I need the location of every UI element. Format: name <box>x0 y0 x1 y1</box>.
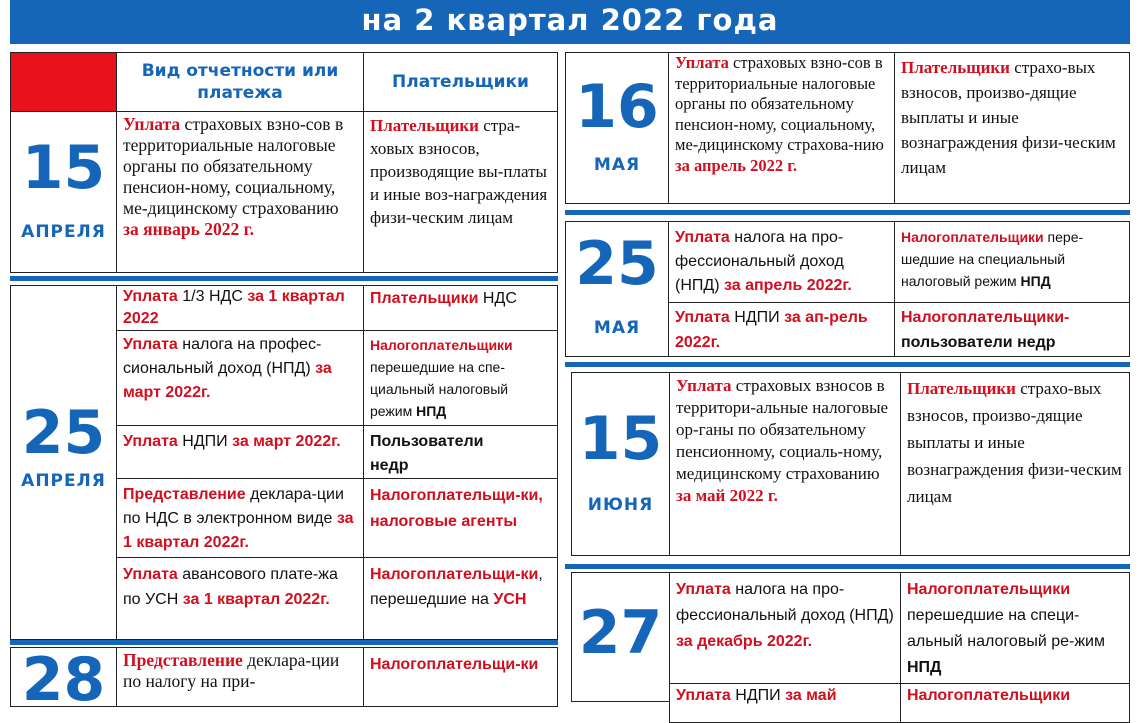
apr25-row4-payment <box>116 478 364 558</box>
action-label: Уплата <box>123 433 178 450</box>
payers-text: пере-шедшие на специальный налоговый режим <box>901 229 1084 289</box>
payers-label: Налогоплательщики <box>370 337 513 353</box>
apr15-payers <box>363 111 558 273</box>
divider-bar <box>10 640 558 645</box>
payers-text: страхо-вых взносов, произво-дящие выплаты и иные вознаграждения физи-ческим лицам <box>907 379 1122 506</box>
payers-text: , перешедшие на <box>370 566 543 608</box>
may25-row1-payment <box>668 221 895 303</box>
apr25-row4-payers <box>363 478 558 558</box>
description: налога на профес-сиональный доход (НПД) <box>123 336 322 377</box>
payers-label: Плательщики <box>907 379 1016 398</box>
payers-label: Налогоплательщи-ки, налоговые агенты <box>370 487 543 530</box>
payers-header-label: Плательщики <box>392 72 529 92</box>
date-apr25 <box>10 285 117 640</box>
jun15-payment <box>669 372 901 556</box>
period: за 1 квартал 2022 <box>123 288 345 327</box>
description: деклара-ции по НДС в электронном виде <box>123 486 344 527</box>
payers-text: перешедшие на специ-альный налоговый ре-жим <box>907 607 1105 650</box>
payers-text: перешедшие на спе-циальный налоговый режим <box>370 359 509 419</box>
description: деклара-ции по налогу на при- <box>123 650 340 691</box>
date-jun15 <box>571 372 670 556</box>
date-may16 <box>565 52 669 204</box>
period: за январь 2022 г. <box>123 219 254 239</box>
divider-bar <box>565 362 1130 367</box>
payers-bold: НПД <box>907 659 942 676</box>
payers-label: Налогоплательщики- <box>901 309 1070 326</box>
period: за ап-рель 2022г. <box>675 309 868 351</box>
page-title <box>10 0 1130 44</box>
description: НДПИ <box>730 687 786 704</box>
apr25-row5-payment <box>116 557 364 640</box>
right-column <box>563 52 1130 704</box>
day-number: 25 <box>21 398 106 468</box>
payers-label: Налогоплательщики <box>907 687 1071 704</box>
divider-bar <box>565 210 1130 215</box>
period: за март 2022г. <box>123 360 332 401</box>
apr25-row1-payment <box>116 285 364 331</box>
jun15-payers <box>900 372 1130 556</box>
jun27-row2-payers <box>900 683 1130 723</box>
description: страховых взносов в территори-альные налоговые ор-ганы по обязательному пенсионному, социаль-ному, медицинскому страхованию <box>676 376 889 483</box>
may25-row2-payment <box>668 302 895 357</box>
action-label: Уплата <box>676 581 731 598</box>
action-label: Представление <box>123 486 246 503</box>
month-label: МАЯ <box>593 318 641 338</box>
month-label: ИЮНЯ <box>587 495 654 515</box>
action-label: Уплата <box>123 566 178 583</box>
payers-label: Налогоплательщи-ки <box>370 566 539 583</box>
period: за март 2022г. <box>232 433 341 450</box>
date-apr15 <box>10 111 117 273</box>
date-apr28 <box>10 647 117 707</box>
apr25-row2-payment <box>116 330 364 426</box>
payers-bold: НПД <box>1020 273 1051 289</box>
apr28-payment <box>116 647 364 707</box>
day-number: 15 <box>21 133 106 203</box>
divider-bar <box>565 564 1130 569</box>
payers-header <box>363 52 558 112</box>
action-label: Уплата <box>675 53 729 72</box>
may25-row2-payers <box>894 302 1130 357</box>
date-jun27 <box>571 572 670 702</box>
jun27-row1-payment <box>669 572 901 684</box>
jun27-row2-payment <box>669 683 901 723</box>
payers-text: НДС <box>478 290 517 307</box>
description: НДПИ <box>729 309 785 326</box>
payers-red: УСН <box>493 591 527 608</box>
period: за 1 квартал 2022г. <box>123 510 354 551</box>
page-title-text: на 2 квартал 2022 года <box>361 3 779 37</box>
payers-label: Плательщики <box>370 290 479 307</box>
action-label: Уплата <box>123 114 181 134</box>
month-label: АПРЕЛЯ <box>21 471 106 491</box>
description: страховых взно-сов в территориальные налоговые органы по обязательному пенсион-ному, социальному, ме-дицинскому страхова-нию <box>675 53 884 154</box>
apr25-row5-payers <box>363 557 558 640</box>
day-number: 15 <box>578 404 663 474</box>
apr25-row3-payment <box>116 425 364 479</box>
type-header-label: Вид отчетности или платежа <box>141 61 339 103</box>
day-number: 27 <box>578 598 663 668</box>
payers-text: стра-ховых взносов, производящие вы-платы и иные воз-награждения физи-ческим лицам <box>370 116 548 227</box>
period: за апрель 2022г. <box>724 277 852 294</box>
payers-label: Плательщики <box>901 58 1010 77</box>
corner-cell <box>10 52 117 112</box>
day-number: 25 <box>575 229 659 299</box>
period: за апрель 2022 г. <box>675 155 798 175</box>
day-number: 28 <box>21 647 106 707</box>
description: налога на про-фессиональный доход (НПД) <box>675 229 844 294</box>
payers-label: Налогоплательщи-ки <box>370 656 539 673</box>
jun27-row1-payers <box>900 572 1130 684</box>
apr25-row3-payers <box>363 425 558 479</box>
payers-bold: Пользователи недр <box>370 433 484 474</box>
apr25-row1-payers <box>363 285 558 331</box>
payers-bold: пользователи недр <box>901 334 1056 351</box>
payers-label: Налогоплательщики <box>901 229 1044 245</box>
payers-bold: НПД <box>416 403 447 419</box>
type-header <box>116 52 364 112</box>
month-label: МАЯ <box>593 155 641 175</box>
action-label: Уплата <box>675 309 730 326</box>
date-may25 <box>565 221 669 357</box>
may25-row1-payers <box>894 221 1130 303</box>
left-column <box>10 52 558 707</box>
period: за май 2022 г. <box>676 486 778 505</box>
period: за 1 квартал 2022г. <box>182 591 330 608</box>
action-label: Уплата <box>676 376 732 395</box>
apr25-row2-payers <box>363 330 558 426</box>
day-number: 16 <box>575 72 659 142</box>
description: авансового плате-жа по УСН <box>123 566 338 608</box>
period: за декабрь 2022г. <box>676 633 813 650</box>
description: НДПИ <box>177 433 233 450</box>
action-label: Уплата <box>123 288 178 305</box>
action-label: Представление <box>123 650 243 670</box>
description: 1/3 НДС <box>177 288 248 305</box>
payers-label: Налогоплательщики <box>907 581 1071 598</box>
action-label: Уплата <box>676 687 731 704</box>
may16-payment <box>668 52 895 204</box>
apr15-payment <box>116 111 364 273</box>
apr28-payers <box>363 647 558 707</box>
payers-text: страхо-вых взносов, произво-дящие выплаты и иные вознаграждения физи-ческим лицам <box>901 58 1116 177</box>
action-label: Уплата <box>675 229 730 246</box>
period: за май <box>785 687 837 704</box>
payers-label: Плательщики <box>370 116 479 135</box>
action-label: Уплата <box>123 336 178 353</box>
description: налога на про-фессиональный доход (НПД) <box>676 581 894 624</box>
description: страховых взно-сов в территориальные налоговые органы по обязательному пенсион-ному, социальному, ме-дицинскому страхованию <box>123 114 344 218</box>
divider-bar <box>10 276 558 281</box>
month-label: АПРЕЛЯ <box>21 222 106 242</box>
may16-payers <box>894 52 1130 204</box>
